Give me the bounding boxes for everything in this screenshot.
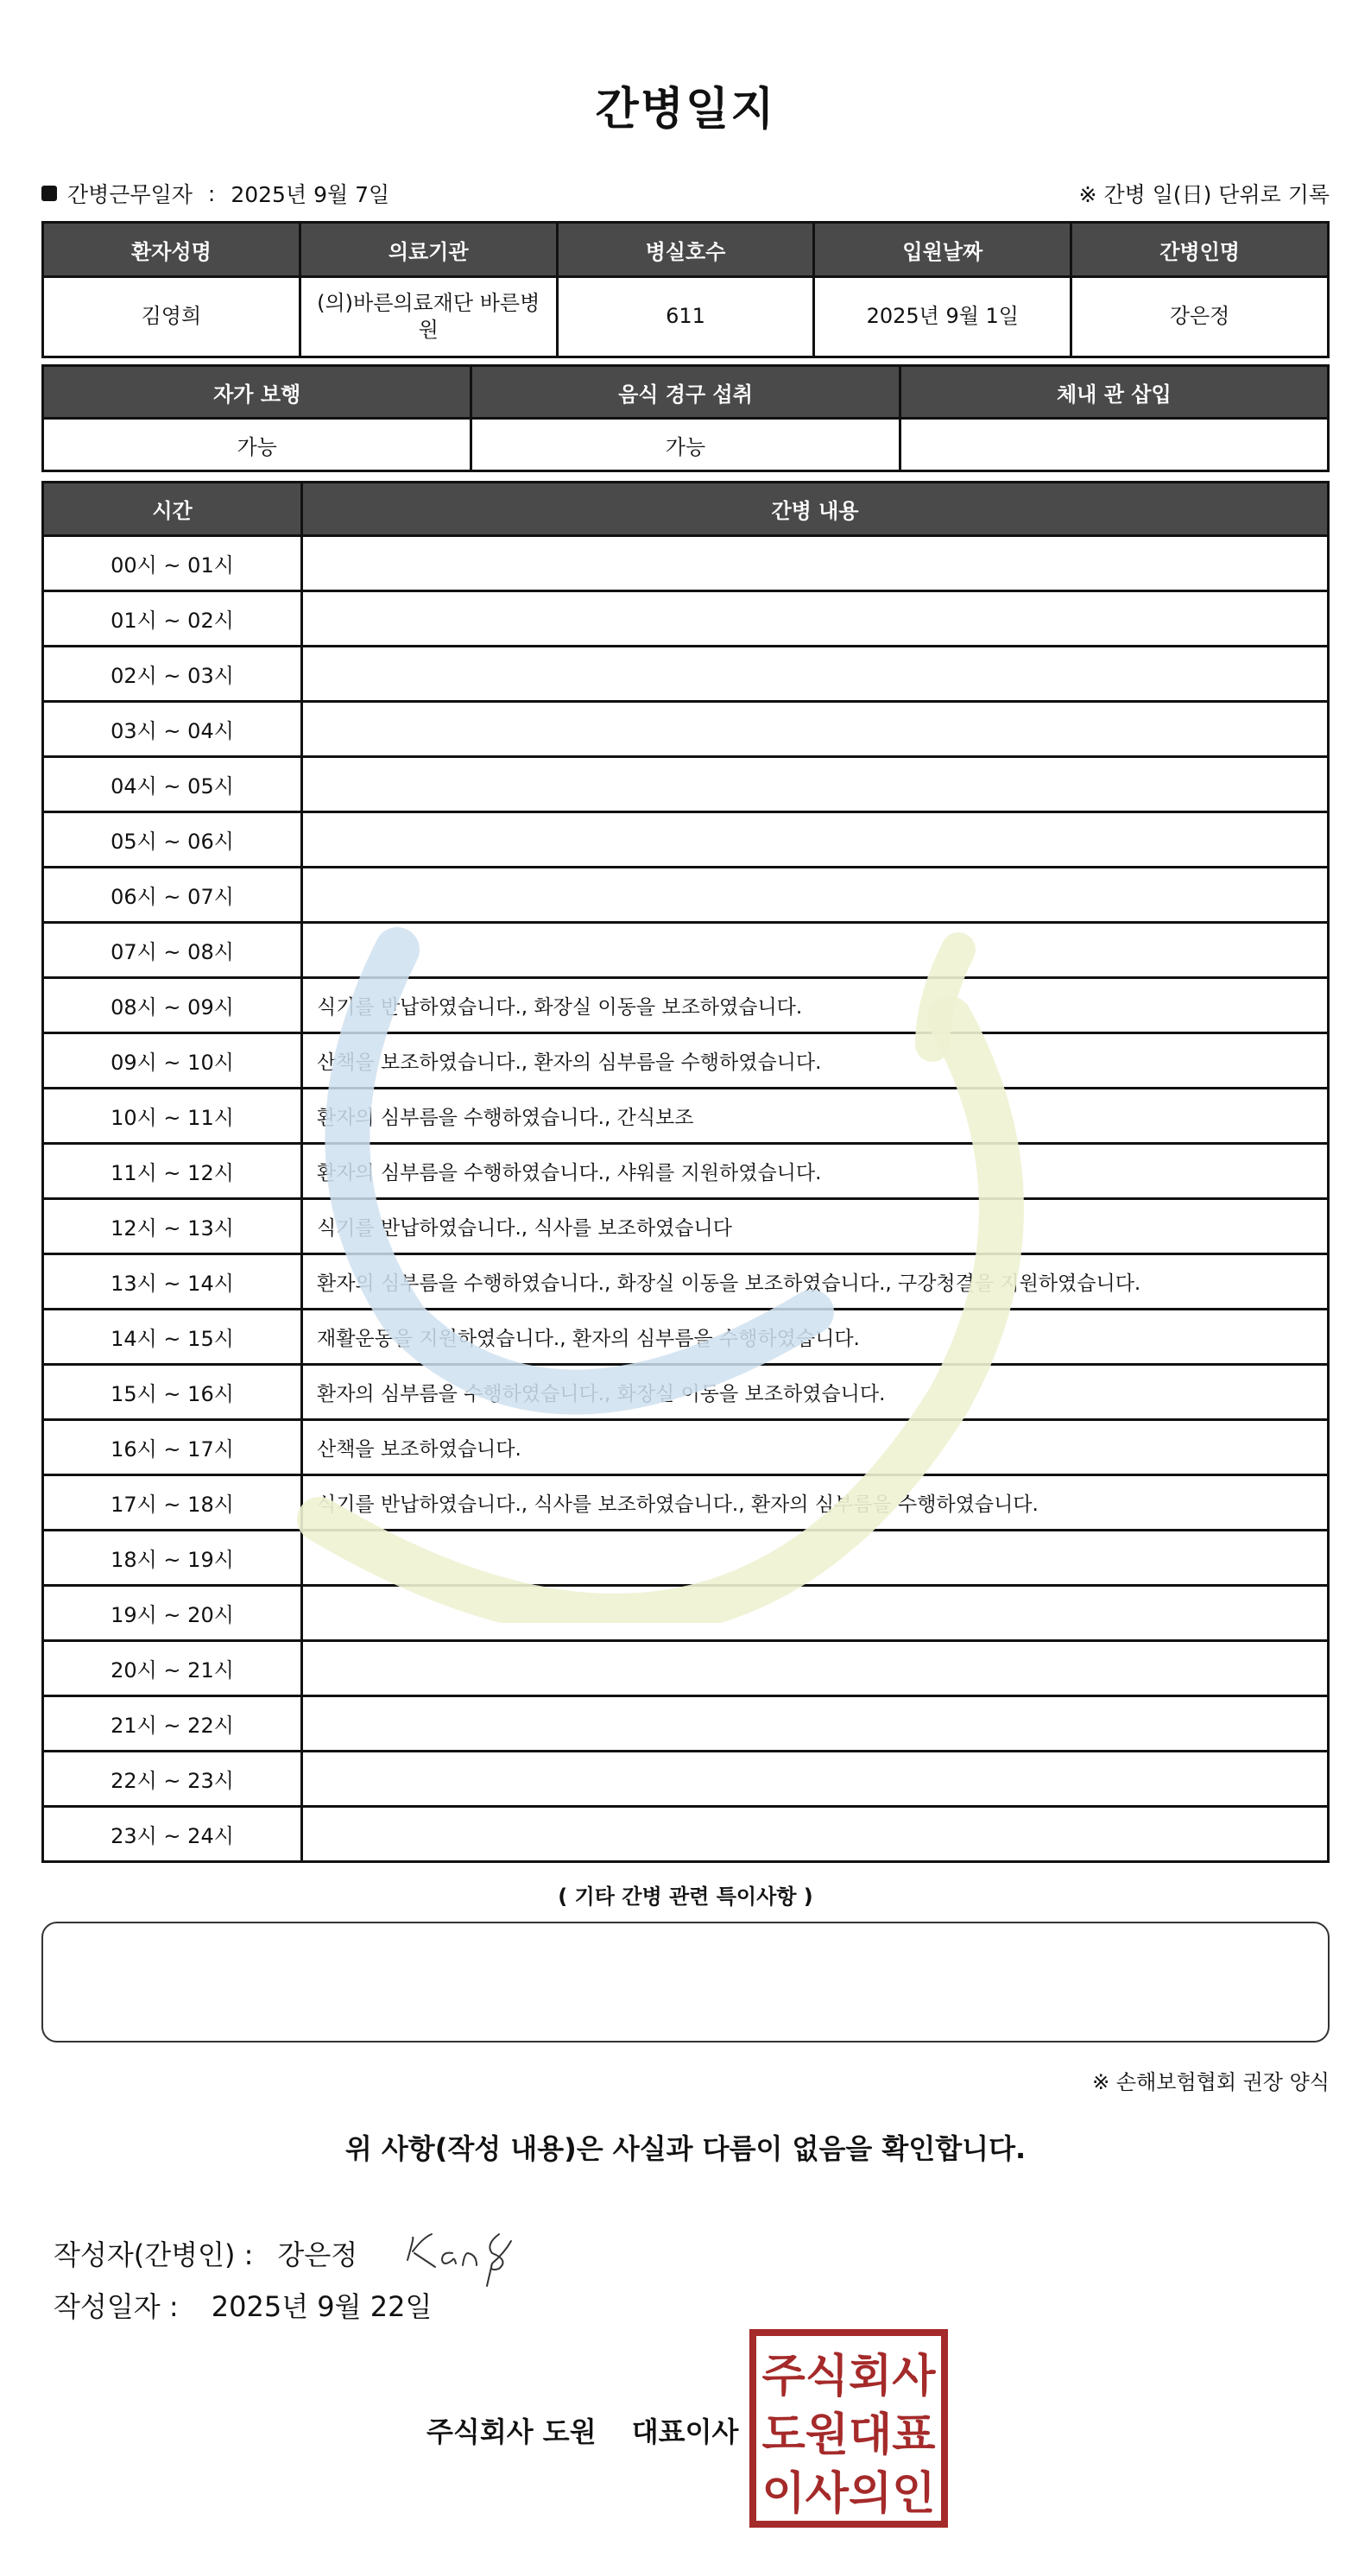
care-log-time: 13시 ~ 14시 xyxy=(43,1254,302,1310)
ability-table xyxy=(41,364,1330,472)
write-date-row xyxy=(54,2285,432,2325)
writer-row xyxy=(54,2219,532,2288)
work-date xyxy=(41,178,389,209)
care-log-time: 02시 ~ 03시 xyxy=(43,647,302,702)
care-log-time: 00시 ~ 01시 xyxy=(43,536,302,591)
care-log-content xyxy=(302,1531,1329,1586)
care-log-body xyxy=(43,536,1329,1862)
care-log-content xyxy=(302,812,1329,868)
care-log-content xyxy=(302,757,1329,812)
care-log-time: 18시 ~ 19시 xyxy=(43,1531,302,1586)
care-log-time: 15시 ~ 16시 xyxy=(43,1365,302,1420)
care-log-time: 20시 ~ 21시 xyxy=(43,1641,302,1696)
svg-text:주식회사: 주식회사 xyxy=(761,2351,936,2402)
admission-date: 2025년 9월 1일 xyxy=(814,277,1071,357)
header-room-number: 병실호수 xyxy=(557,223,814,277)
patient-name: 김영희 xyxy=(43,277,300,357)
company-name: 주식회사 도원 xyxy=(426,2415,597,2448)
care-log-row xyxy=(43,1144,1329,1199)
header-oral-intake: 음식 경구 섭취 xyxy=(471,366,900,419)
care-log-time: 14시 ~ 15시 xyxy=(43,1310,302,1365)
care-log-content xyxy=(302,923,1329,978)
ability-value-row xyxy=(43,419,1329,471)
caregiver-name: 강은정 xyxy=(1071,277,1329,357)
care-log-content: 환자의 심부름을 수행하였습니다., 화장실 이동을 보조하였습니다. xyxy=(302,1365,1329,1420)
care-log-row xyxy=(43,812,1329,868)
header-hospital: 의료기관 xyxy=(300,223,557,277)
square-bullet-icon xyxy=(41,186,57,201)
care-log-time: 23시 ~ 24시 xyxy=(43,1807,302,1862)
recommend-note: ※ 손해보험협회 권장 양식 xyxy=(1092,2070,1330,2094)
writer-name: 강은정 xyxy=(277,2238,358,2271)
ability-header-row xyxy=(43,366,1329,419)
care-log-row xyxy=(43,1586,1329,1641)
self-walking-value: 가능 xyxy=(43,419,471,471)
header-tube-insertion: 체내 관 삽입 xyxy=(900,366,1328,419)
header-caregiver-name: 간병인명 xyxy=(1071,223,1329,277)
care-log-time: 11시 ~ 12시 xyxy=(43,1144,302,1199)
writer-label: 작성자(간병인) : xyxy=(54,2238,254,2271)
header-time: 시간 xyxy=(43,483,302,536)
svg-text:도원대표: 도원대표 xyxy=(761,2409,936,2461)
care-log-row xyxy=(43,1033,1329,1089)
room-number: 611 xyxy=(557,277,814,357)
svg-text:이사의인: 이사의인 xyxy=(761,2468,936,2520)
care-log-row xyxy=(43,591,1329,647)
care-log-row xyxy=(43,1531,1329,1586)
care-log-row xyxy=(43,647,1329,702)
oral-intake-value: 가능 xyxy=(471,419,900,471)
care-log-row xyxy=(43,702,1329,757)
care-log-content: 식기를 반납하였습니다., 식사를 보조하였습니다., 환자의 심부름을 수행하였습니다. xyxy=(302,1475,1329,1531)
care-log-time: 09시 ~ 10시 xyxy=(43,1033,302,1089)
header-admission-date: 입원날짜 xyxy=(814,223,1071,277)
unit-note: ※ 간병 일(日) 단위로 기록 xyxy=(1078,182,1330,207)
care-log-row xyxy=(43,1199,1329,1254)
care-log-row xyxy=(43,1254,1329,1310)
work-date-label: 간병근무일자 xyxy=(67,182,193,207)
care-log-time: 10시 ~ 11시 xyxy=(43,1089,302,1144)
care-log-time: 01시 ~ 02시 xyxy=(43,591,302,647)
care-log-time: 21시 ~ 22시 xyxy=(43,1696,302,1752)
care-log-time: 06시 ~ 07시 xyxy=(43,868,302,923)
care-log-table xyxy=(41,481,1330,1863)
care-log-time: 08시 ~ 09시 xyxy=(43,978,302,1033)
care-log-content xyxy=(302,1752,1329,1807)
care-log-time: 12시 ~ 13시 xyxy=(43,1199,302,1254)
care-log-content xyxy=(302,591,1329,647)
care-log-row xyxy=(43,1475,1329,1531)
patient-info-header-row xyxy=(43,223,1329,277)
header-care-content: 간병 내용 xyxy=(302,483,1329,536)
care-log-time: 16시 ~ 17시 xyxy=(43,1420,302,1475)
care-log-row xyxy=(43,536,1329,591)
care-log-content: 산책을 보조하였습니다. xyxy=(302,1420,1329,1475)
care-log-row xyxy=(43,1310,1329,1365)
care-log-time: 05시 ~ 06시 xyxy=(43,812,302,868)
care-log-content xyxy=(302,702,1329,757)
handwritten-signature xyxy=(402,2219,532,2288)
care-log-row xyxy=(43,923,1329,978)
company-seal-stamp xyxy=(749,2329,948,2528)
care-log-time: 19시 ~ 20시 xyxy=(43,1586,302,1641)
care-log-row xyxy=(43,1696,1329,1752)
care-log-content xyxy=(302,868,1329,923)
care-log-content xyxy=(302,1807,1329,1862)
care-log-content xyxy=(302,1586,1329,1641)
care-log-time: 04시 ~ 05시 xyxy=(43,757,302,812)
care-log-row xyxy=(43,1752,1329,1807)
care-log-content: 재활운동을 지원하였습니다., 환자의 심부름을 수행하였습니다. xyxy=(302,1310,1329,1365)
page-title: 간병일지 xyxy=(595,84,776,136)
tube-insertion-value xyxy=(900,419,1328,471)
care-log-time: 17시 ~ 18시 xyxy=(43,1475,302,1531)
care-log-content: 환자의 심부름을 수행하였습니다., 샤워를 지원하였습니다. xyxy=(302,1144,1329,1199)
care-log-time: 03시 ~ 04시 xyxy=(43,702,302,757)
patient-info-value-row xyxy=(43,277,1329,357)
care-log-time: 07시 ~ 08시 xyxy=(43,923,302,978)
work-date-value: 2025년 9월 7일 xyxy=(231,182,390,207)
care-log-content: 식기를 반납하였습니다., 식사를 보조하였습니다 xyxy=(302,1199,1329,1254)
care-log-row xyxy=(43,1807,1329,1862)
care-log-content xyxy=(302,647,1329,702)
care-log-content: 산책을 보조하였습니다., 환자의 심부름을 수행하였습니다. xyxy=(302,1033,1329,1089)
care-log-content xyxy=(302,1641,1329,1696)
ceo-title: 대표이사 xyxy=(631,2415,739,2448)
header-patient-name: 환자성명 xyxy=(43,223,300,277)
care-log-row xyxy=(43,1420,1329,1475)
care-log-content: 환자의 심부름을 수행하였습니다., 간식보조 xyxy=(302,1089,1329,1144)
header-self-walking: 자가 보행 xyxy=(43,366,471,419)
care-log-content: 환자의 심부름을 수행하였습니다., 화장실 이동을 보조하였습니다., 구강청결을 지원하였습니다. xyxy=(302,1254,1329,1310)
care-log-row xyxy=(43,1089,1329,1144)
hospital-name: (의)바른의료재단 바른병원 xyxy=(300,277,557,357)
care-log-time: 22시 ~ 23시 xyxy=(43,1752,302,1807)
care-log-row xyxy=(43,978,1329,1033)
work-date-separator: : xyxy=(207,180,216,206)
care-log-content xyxy=(302,536,1329,591)
care-log-row xyxy=(43,1641,1329,1696)
company-line xyxy=(426,2410,738,2450)
patient-info-table xyxy=(41,221,1330,358)
care-log-content: 식기를 반납하였습니다., 화장실 이동을 보조하였습니다. xyxy=(302,978,1329,1033)
confirmation-statement: 위 사항(작성 내용)은 사실과 다름이 없음을 확인합니다. xyxy=(344,2132,1027,2165)
care-log-row xyxy=(43,1365,1329,1420)
write-date-value: 2025년 9월 22일 xyxy=(211,2290,433,2323)
care-log-row xyxy=(43,757,1329,812)
care-log-row xyxy=(43,868,1329,923)
care-log-content xyxy=(302,1696,1329,1752)
special-notes-box xyxy=(41,1922,1330,2042)
care-log-header-row xyxy=(43,483,1329,536)
special-notes-title: ( 기타 간병 관련 특이사항 ) xyxy=(558,1885,813,1909)
write-date-label: 작성일자 : xyxy=(54,2290,179,2323)
